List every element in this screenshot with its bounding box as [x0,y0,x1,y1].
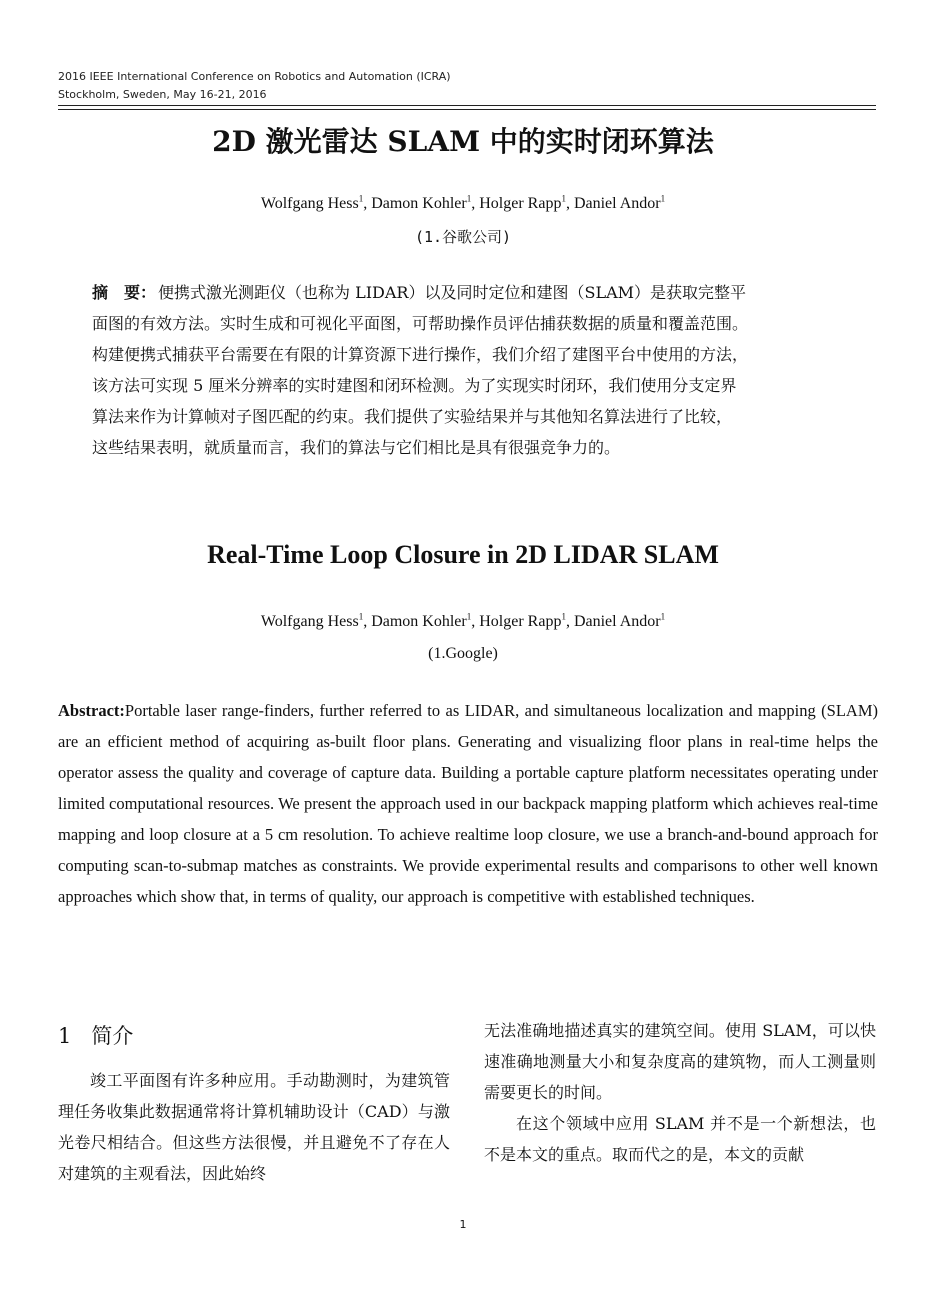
en-abstract-label: Abstract: [58,701,125,720]
conference-header: 2016 IEEE International Conference on Robotics and Automation (ICRA) [58,70,451,83]
cn-abstract-line: 构建便携式捕获平台需要在有限的计算资源下进行操作，我们介绍了建图平台中使用的方法， [92,345,749,364]
cn-abstract-line: 这些结果表明，就质量而言，我们的算法与它们相比是具有很强竞争力的。 [92,438,621,457]
left-column-paragraph: 竣工平面图有许多种应用。手动勘测时，为建筑管理任务收集此数据通常将计算机辅助设计（CAD）与激光卷尺相结合。但这些方法很慢，并且避免不了存在人对建筑的主观看法，因此始终 [58,1071,450,1183]
section-number: 1 [58,1024,72,1048]
en-authors: Wolfgang Hess$^1$, Damon Kohler$^1$, Holger Rapp$^1$, Daniel Andor$^1$ [260,611,666,630]
en-abstract [58,695,878,912]
right-column-paragraph-2: 在这个领域中应用 SLAM 并不是一个新想法，也不是本文的重点。取而代之的是，本文的贡献 [484,1114,876,1164]
section-title: 简介 [91,1024,134,1048]
cn-abstract-line: 摘 要： 便携式激光测距仪（也称为 LIDAR）以及同时定位和建图（SLAM）是获取完整平 [92,283,747,302]
en-abstract-text: Portable laser range-finders, further referred to as LIDAR, and simultaneous localization and mapping (SLAM) are an efficient method of acquiring as-built floor plans. Generating and visualizing floor plans in real-time helps the operator assess the quality and coverage of capture data. Building a portable capture platform necessitates operating under limited computational resources. We present the approach used in our backpack mapping platform which achieves real-time mapping and loop closure at a 5 cm resolution. To achieve realtime loop closure, we use a branch-and-bound approach for computing scan-to-submap matches as constraints. We provide experimental results and comparisons to other well known approaches which show that, in terms of quality, our approach is competitive with established techniques. [58,701,878,906]
cn-author-4: Daniel Andor$^1$ [573,193,666,212]
cn-title: 2D 激光雷达 SLAM 中的实时闭环算法 [212,125,714,158]
cn-abstract-label: 摘 要： [92,283,157,302]
page-number: 1 [459,1218,467,1231]
en-author-3: Holger Rapp$^1$ [479,611,566,630]
right-column-paragraph-1: 无法准确地描述真实的建筑空间。使用 SLAM，可以快速准确地测量大小和复杂度高的建筑物，而人工测量则需要更长的时间。 [484,1021,876,1102]
cn-abstract-line: 面图的有效方法。实时生成和可视化平面图，可帮助操作员评估捕获数据的质量和覆盖范围。 [92,314,749,333]
cn-abstract-line: 该方法可实现 5 厘米分辨率的实时建图和闭环检测。为了实现实时闭环，我们使用分支定界 [92,376,737,395]
en-author-1: Wolfgang Hess$^1$ [260,611,364,630]
cn-author-3: Holger Rapp$^1$ [479,193,566,212]
cn-abstract-line: 算法来作为计算帧对子图匹配的约束。我们提供了实验结果并与其他知名算法进行了比较， [92,407,733,426]
cn-author-1: Wolfgang Hess$^1$ [260,193,364,212]
cn-affiliation: (1.谷歌公司) [414,228,512,246]
en-author-4: Daniel Andor$^1$ [573,611,666,630]
en-title: Real-Time Loop Closure in 2D LIDAR SLAM [207,540,719,569]
cn-abstract [92,277,852,463]
header-rule-thin [58,109,876,110]
cn-author-2: Damon Kohler$^1$ [371,193,472,212]
section-heading [58,1020,133,1050]
header-rule-thick [58,105,876,106]
cn-authors: Wolfgang Hess$^1$, Damon Kohler$^1$, Holger Rapp$^1$, Daniel Andor$^1$ [260,193,666,212]
en-affiliation: (1.Google) [428,645,498,662]
conference-location: Stockholm, Sweden, May 16-21, 2016 [58,88,267,101]
en-author-2: Damon Kohler$^1$ [371,611,472,630]
